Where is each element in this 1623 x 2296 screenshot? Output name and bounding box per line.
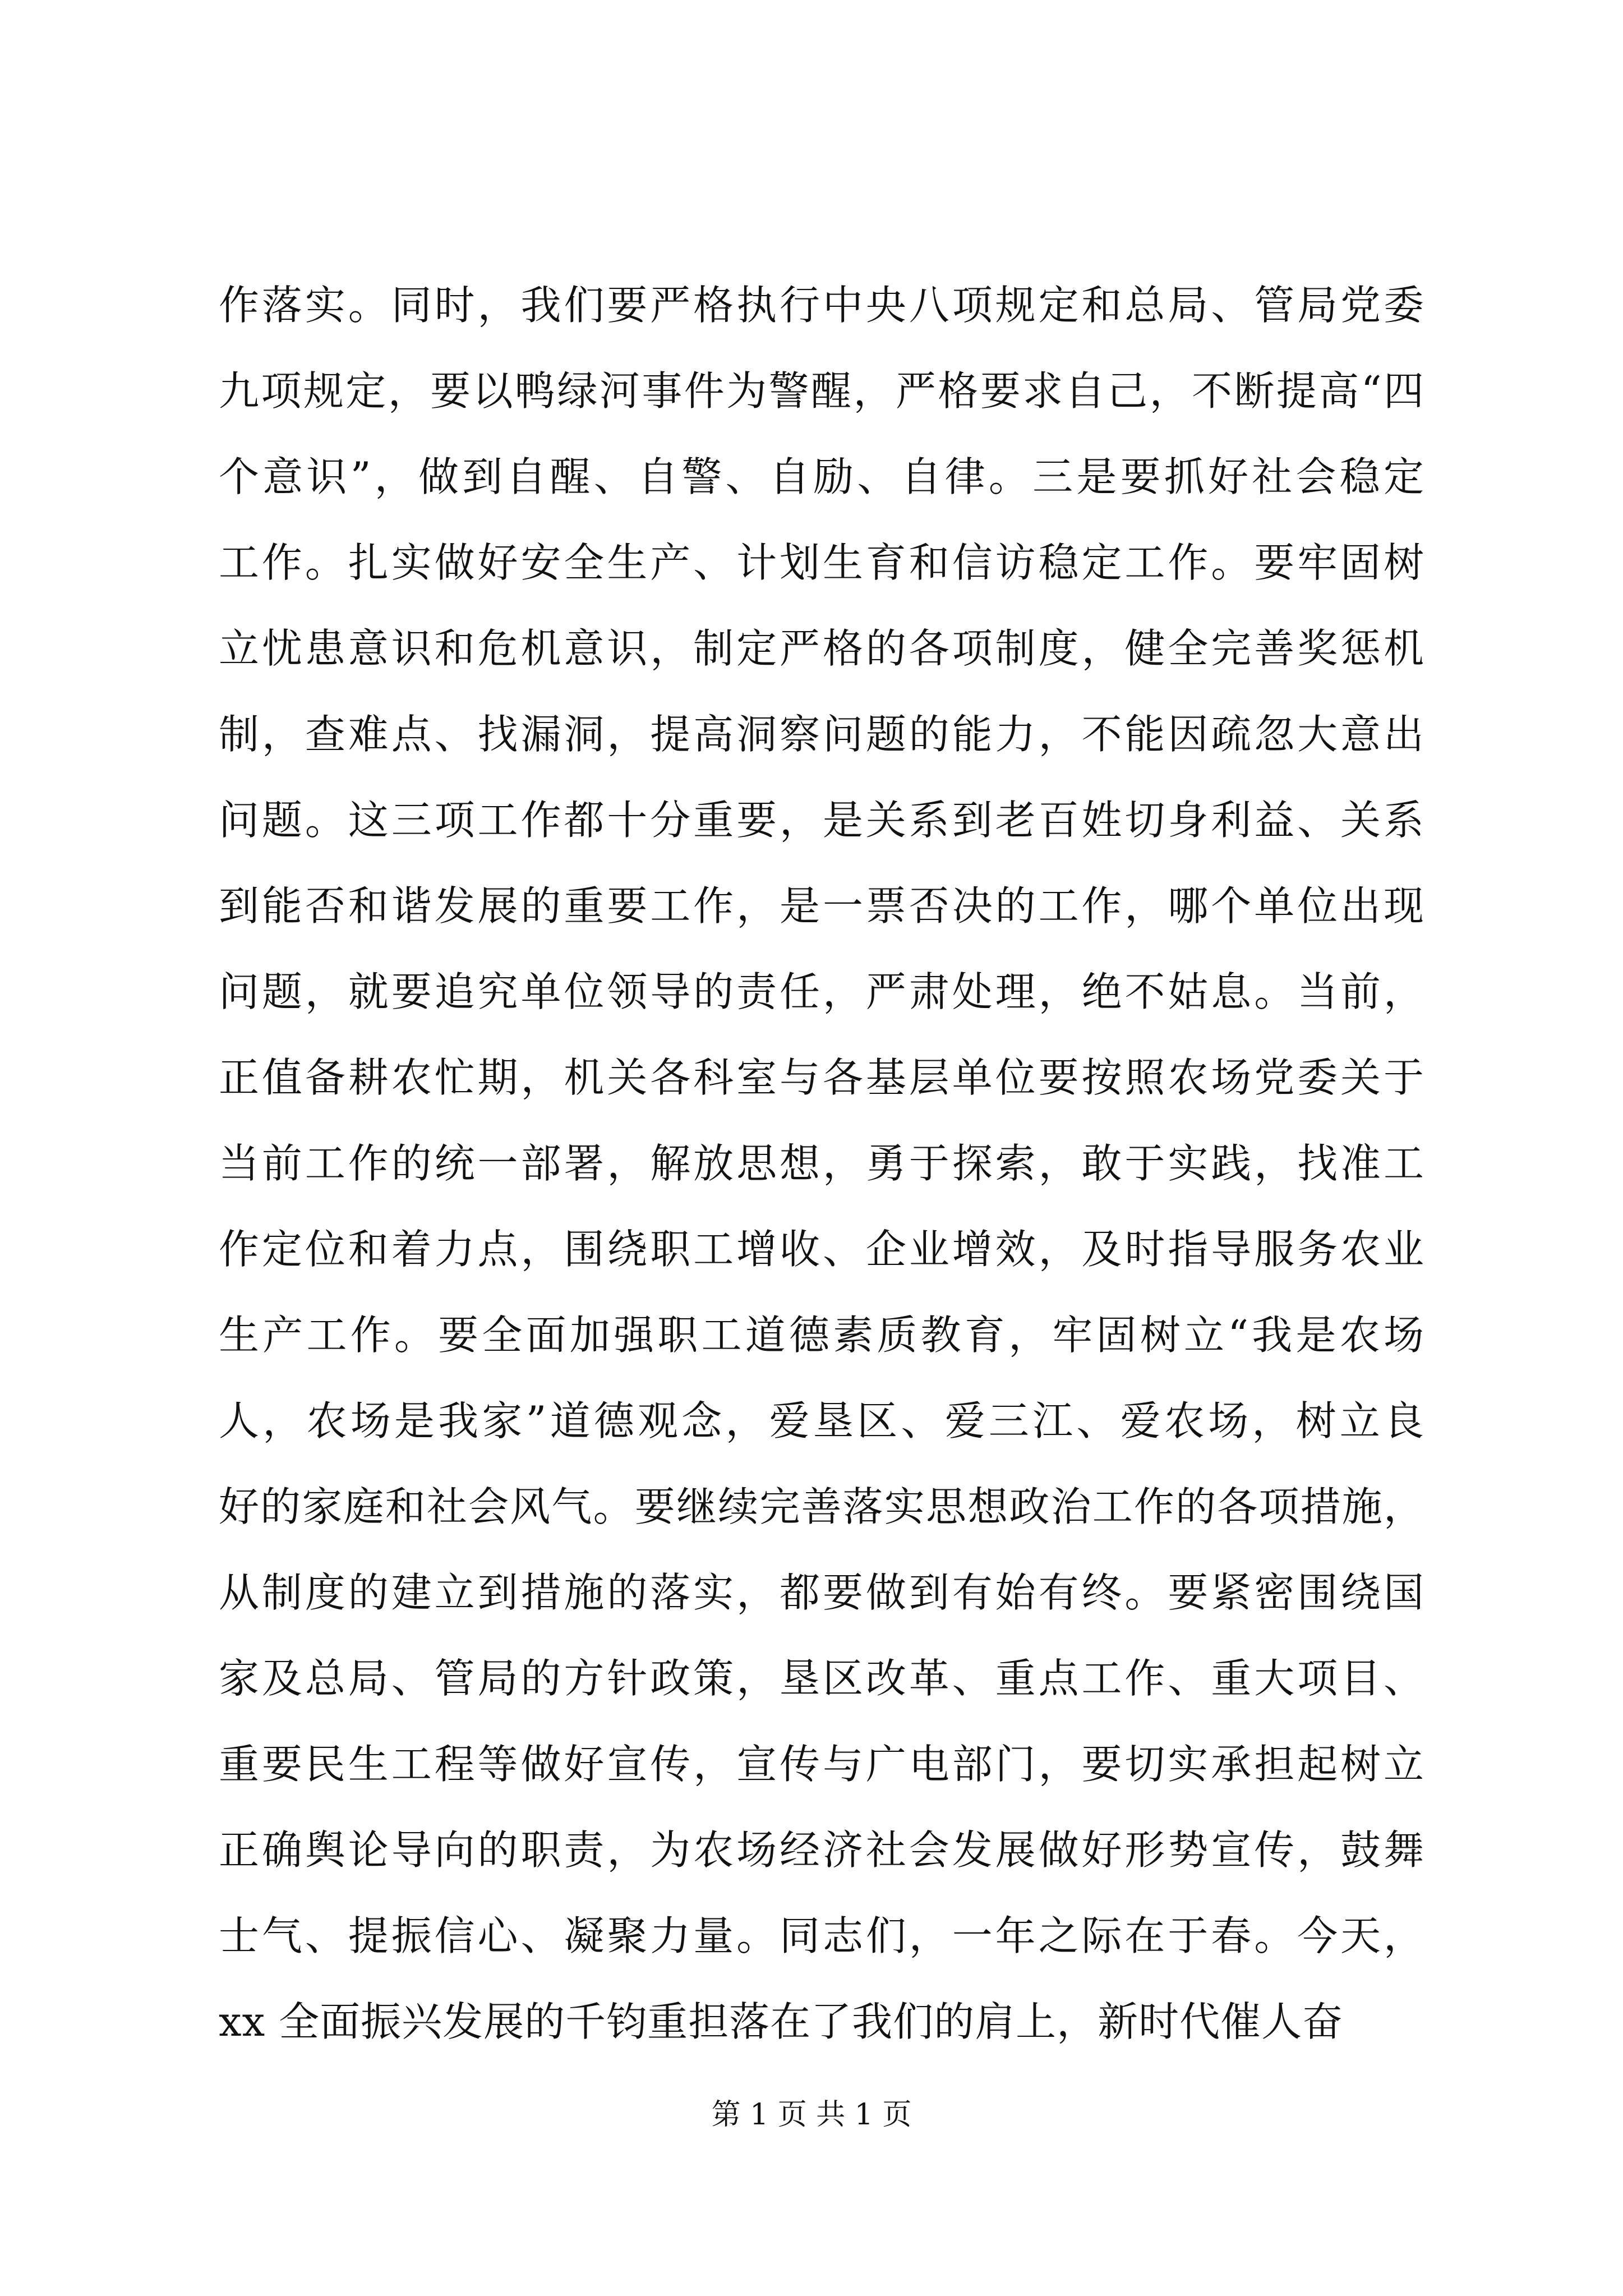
text-line: 士气、提振信心、凝聚力量。同志们，一年之际在于春。今天， xyxy=(219,1912,1424,1959)
text-line: 问题，就要追究单位领导的责任，严肃处理，绝不姑息。当前， xyxy=(219,968,1424,1015)
text-line: 人，农场是我家”道德观念，爱垦区、爱三江、爱农场，树立良 xyxy=(219,1397,1424,1444)
text-line: 问题。这三项工作都十分重要，是关系到老百姓切身利益、关系 xyxy=(219,797,1424,844)
text-line: 好的家庭和社会风气。要继续完善落实思想政治工作的各项措施， xyxy=(219,1483,1424,1530)
text-line: 家及总局、管局的方针政策，垦区改革、重点工作、重大项目、 xyxy=(219,1655,1424,1702)
text-line: 作落实。同时，我们要严格执行中央八项规定和总局、管局党委 xyxy=(219,282,1424,329)
body-text xyxy=(219,263,1424,2065)
text-line: 工作。扎实做好安全生产、计划生育和信访稳定工作。要牢固树 xyxy=(219,539,1424,586)
text-line: 当前工作的统一部署，解放思想，勇于探索，敢于实践，找准工 xyxy=(219,1140,1424,1187)
text-line: 制，查难点、找漏洞，提高洞察问题的能力，不能因疏忽大意出 xyxy=(219,711,1424,758)
text-line: 重要民生工程等做好宣传，宣传与广电部门，要切实承担起树立 xyxy=(219,1741,1424,1788)
text-line: 正确舆论导向的职责，为农场经济社会发展做好形势宣传，鼓舞 xyxy=(219,1826,1424,1874)
page-footer: 第 1 页 共 1 页 xyxy=(711,2098,912,2132)
text-line: xx 全面振兴发展的千钧重担落在了我们的肩上，新时代催人奋 xyxy=(219,1998,1344,2045)
text-line: 个意识”，做到自醒、自警、自励、自律。三是要抓好社会稳定 xyxy=(219,453,1424,500)
text-line: 生产工作。要全面加强职工道德素质教育，牢固树立“我是农场 xyxy=(219,1312,1424,1359)
text-line: 正值备耕农忙期，机关各科室与各基层单位要按照农场党委关于 xyxy=(219,1054,1424,1101)
text-line: 从制度的建立到措施的落实，都要做到有始有终。要紧密围绕国 xyxy=(219,1569,1424,1616)
text-line: 作定位和着力点，围绕职工增收、企业增效，及时指导服务农业 xyxy=(219,1226,1424,1273)
text-line: 立忧患意识和危机意识，制定严格的各项制度，健全完善奖惩机 xyxy=(219,625,1424,672)
text-line: 九项规定，要以鸭绿河事件为警醒，严格要求自己，不断提高“四 xyxy=(219,367,1424,415)
text-line: 到能否和谐发展的重要工作，是一票否决的工作，哪个单位出现 xyxy=(219,882,1424,930)
